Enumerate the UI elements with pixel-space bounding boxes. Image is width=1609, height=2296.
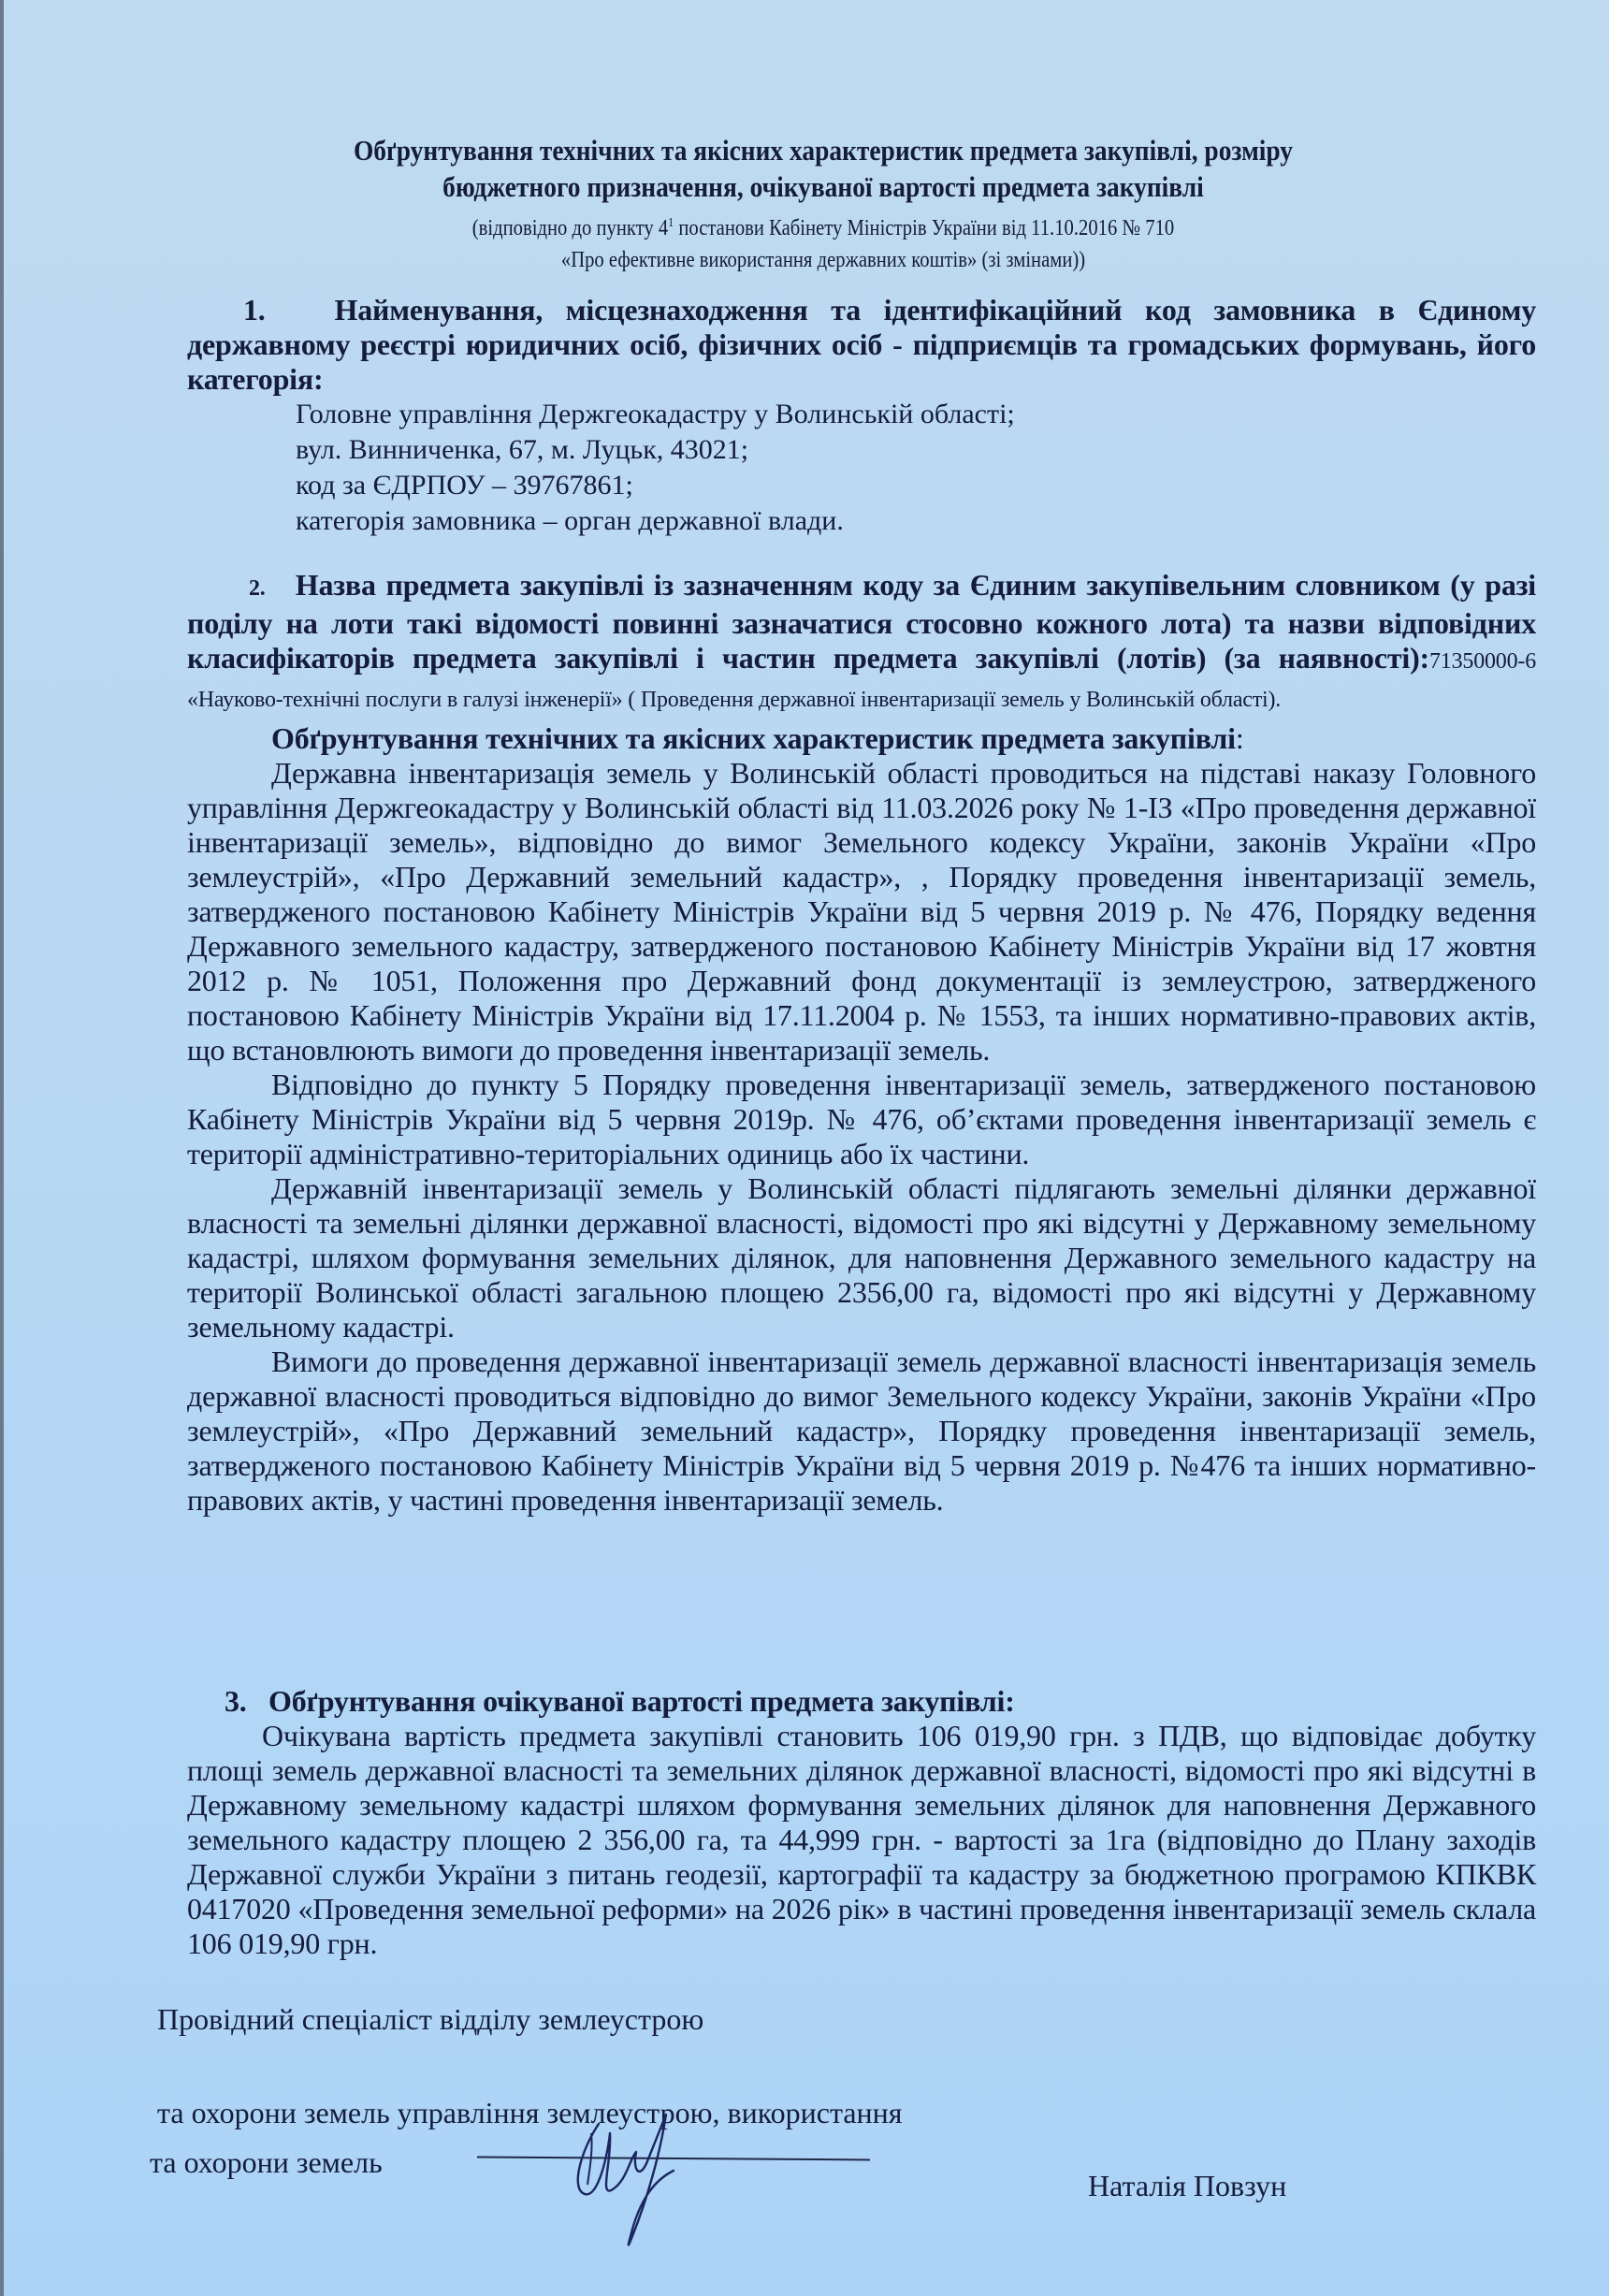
signatory-title-line-3: та охорони земель (150, 2145, 383, 2179)
cpv-code-text: 71350000-6 «Науково-технічні послуги в галузі інженерії» ( Проведення державної інвентаризації земель у Волинській області). (187, 649, 1536, 712)
section-2-subheading: Обґрунтування технічних та якісних характеристик предмета закупівлі: (271, 721, 1244, 755)
customer-name: Головне управління Держгеокадастру у Волинській області; (296, 399, 1015, 429)
handwritten-signature-icon (543, 2096, 711, 2255)
paragraph-legal-basis: Державна інвентаризація земель у Волинській області проводиться на підставі наказу Головного управління Держгеокадастру у Волинській області від 11.03.2026 року № 1-ІЗ «Про проведення державної інвентаризації земель», відповідно до вимог Земельного кодексу України, законів України «Про землеустрій», «Про Державний земельний кадастр», , Порядку проведення інвентаризації земель, затвердженого постановою Кабінету Міністрів України від 5 червня 2019 р. № 476, Порядку ведення Державного земельного кадастру, затвердженого постановою Кабінету Міністрів України від 17 жовтня 2012 р. № 1051, Положення про Державний фонд документації із землеустрою, затвердженого постановою Кабінету Міністрів України від 17.11.2004 р. № 1553, та інших нормативно-правових актів, що встановлюють вимоги до проведення інвентаризації земель. (187, 756, 1536, 1067)
section-2 (187, 568, 1536, 1518)
paragraph-objects: Відповідно до пункту 5 Порядку проведення інвентаризації земель, затвердженого постановою Кабінету Міністрів України від 5 червня 2019р. № 476, об’єктами проведення інвентаризації земель є території адміністративно-територіальних одиниць або їх частини. (187, 1068, 1536, 1170)
section-3-heading: 3. Обґрунтування очікуваної вартості предмета закупівлі: (225, 1684, 1015, 1718)
customer-category: категорія замовника – орган державної влади. (296, 505, 844, 536)
paper-edge (0, 0, 4, 2296)
subtitle-line-1: (відповідно до пункту $4^1$ постанови Кабінету Міністрів України від 11.10.2016 № 710 (471, 216, 1175, 240)
paragraph-land-area: Державній інвентаризації земель у Волинській області підлягають земельні ділянки державної власності та земельні ділянки державної власності, відомості про які відсутні у Державному земельному кадастрі, шляхом формування земельних ділянок, для наповнення Державного земельного кадастру на території Волинської області загальною площею 2356,00 га, відомості про які відсутні у Державному земельному кадастрі. (187, 1171, 1536, 1344)
signatory-title-line-2: та охорони земель управління землеустрою, використання (157, 2096, 903, 2129)
subtitle-line-2: «Про ефективне використання державних коштів» (зі змінами)) (560, 248, 1086, 272)
document-subtitle (276, 208, 1370, 276)
title-line-1: Обґрунтування технічних та якісних характеристик предмета закупівлі, розміру (353, 135, 1294, 167)
title-line-2: бюджетного призначення, очікуваної вартості предмета закупівлі (442, 171, 1204, 203)
signatory-title-line-1: Провідний спеціаліст відділу землеустрою (157, 2002, 704, 2036)
section-1 (187, 293, 1536, 539)
section-3 (187, 1684, 1536, 1961)
paragraph-requirements: Вимоги до проведення державної інвентаризації земель державної власності інвентаризація земель державної власності проводиться відповідно до вимог Земельного кодексу України, законів України «Про землеустрій», «Про Державний земельний кадастр», Порядку проведення інвентаризації земель, затвердженого постановою Кабінету Міністрів України від 5 червня 2019 р. №476 та інших нормативно-правових актів, у частині проведення інвентаризації земель. (187, 1344, 1536, 1517)
document-title (251, 133, 1396, 206)
paragraph-expected-cost: Очікувана вартість предмета закупівлі становить 106 019,90 грн. з ПДВ, що відповідає добутку площі земель державної власності та земельних ділянок державної власності, відомості про які відсутні в Державному земельному кадастрі шляхом формування земельних ділянок для наповнення Державного земельного кадастру площею 2 356,00 га, та 44,999 грн. - вартості за 1га (відповідно до Плану заходів Державної служби України з питань геодезії, картографії та кадастру за бюджетною програмою КПКВК 0417020 «Проведення земельної реформи» на 2026 рік» в частині проведення інвентаризації земель склала 106 019,90 грн. (187, 1719, 1536, 1960)
signatory-name: Наталія Повзун (1088, 2169, 1287, 2202)
customer-details (187, 397, 1536, 539)
section-2-heading: 2. Назва предмета закупівлі із зазначенням коду за Єдиним закупівельним словником (у разі поділу на лоти такі відомості повинні зазначатися стосовно кожного лота) та назви відповідних класифікаторів предмета закупівлі і частин предмета закупівлі (лотів) (за наявності):71350000-6 «Науково-технічні послуги в галузі інженерії» ( Проведення державної інвентаризації земель у Волинській області). (187, 568, 1536, 712)
customer-address: вул. Винниченка, 67, м. Луцьк, 43021; (296, 434, 749, 465)
customer-edrpou: код за ЄДРПОУ – 39767861; (296, 470, 633, 501)
section-1-heading: 1. Найменування, місцезнаходження та ідентифікаційний код замовника в Єдиному державному реєстрі юридичних осіб, фізичних осіб - підприємців та громадських формувань, його категорія: (187, 293, 1536, 396)
